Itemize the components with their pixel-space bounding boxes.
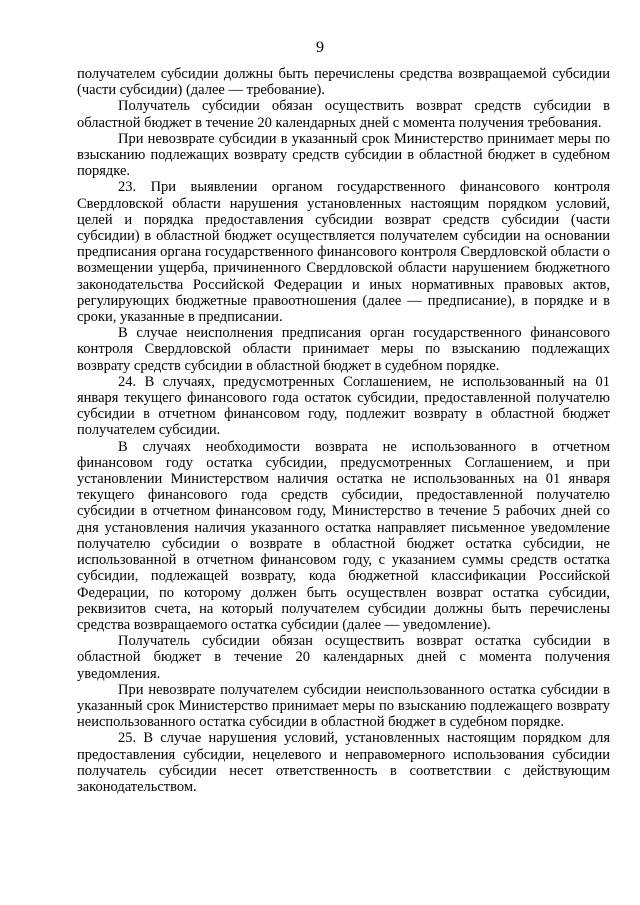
paragraph: При невозврате субсидии в указанный срок Министерство принимает меры по взысканию подлежащих возврату средств субсидии в областной бюджет в судебном порядке. <box>77 130 610 180</box>
paragraph: При невозврате получателем субсидии неиспользованного остатка субсидии в указанный срок Министерство принимает меры по взысканию подлежащего возврату неиспользованного остатка субсидии в областной бюджет в судебном порядке. <box>77 681 610 731</box>
paragraph: 25. В случае нарушения условий, установленных настоящим порядком для предоставления субсидии, нецелевого и неправомерного использования субсидии получатель субсидии несет ответственность в соответствии с действующим законодательством. <box>77 730 610 795</box>
paragraph: получателем субсидии должны быть перечислены средства возвращаемой субсидии (части субсидии) (далее — требование). <box>77 66 610 99</box>
page-number: 9 <box>316 39 324 56</box>
body-text <box>77 66 610 795</box>
paragraph: В случаях необходимости возврата не использованного в отчетном финансовом году остатка субсидии, предусмотренных Соглашением, и при установлении Министерством наличия остатка не использованных на 01 января текущего финансового года средств субсидии, предоставленной получателю субсидии в отчетном финансовом году, Министерство в течение 5 рабочих дней со дня установления наличия указанного остатка направляет письменное уведомление получателю субсидии о возврате в областной бюджет остатка субсидии, не использованной в отчетном финансовом году, с указанием суммы средств остатка субсидии, подлежащей возврату, кода бюджетной классификации Российской Федерации, по которому должен быть осуществлен возврат остатка субсидии, реквизитов счета, на который получателем субсидии должны быть перечислены средства возвращаемого остатка субсидии (далее — уведомление). <box>77 438 610 633</box>
paragraph: 24. В случаях, предусмотренных Соглашением, не использованный на 01 января текущего финансового года остаток субсидии, предоставленной получателю субсидии в отчетном финансовом году, подлежит возврату в областной бюджет получателем субсидии. <box>77 373 610 439</box>
paragraph: 23. При выявлении органом государственного финансового контроля Свердловской области нарушения установленных настоящим порядком условий, целей и порядка предоставления субсидии возврат средств субсидии (части субсидии) в областной бюджет осуществляется получателем субсидии на основании предписания органа государственного финансового контроля Свердловской области о возмещении ущерба, причиненного Свердловской области нарушением бюджетного законодательства Российской Федерации и иных нормативных правовых актов, регулирующих бюджетные правоотношения (далее — предписание), в порядке и в сроки, указанные в предписании. <box>77 179 610 326</box>
paragraph: Получатель субсидии обязан осуществить возврат остатка субсидии в областной бюджет в течение 20 календарных дней с момента получения уведомления. <box>77 633 610 682</box>
paragraph: Получатель субсидии обязан осуществить возврат средств субсидии в областной бюджет в течение 20 календарных дней с момента получения требования. <box>77 98 610 131</box>
paragraph: В случае неисполнения предписания орган государственного финансового контроля Свердловской области принимает меры по взысканию подлежащих возврату средств субсидии в областной бюджет в судебном порядке. <box>77 325 610 374</box>
